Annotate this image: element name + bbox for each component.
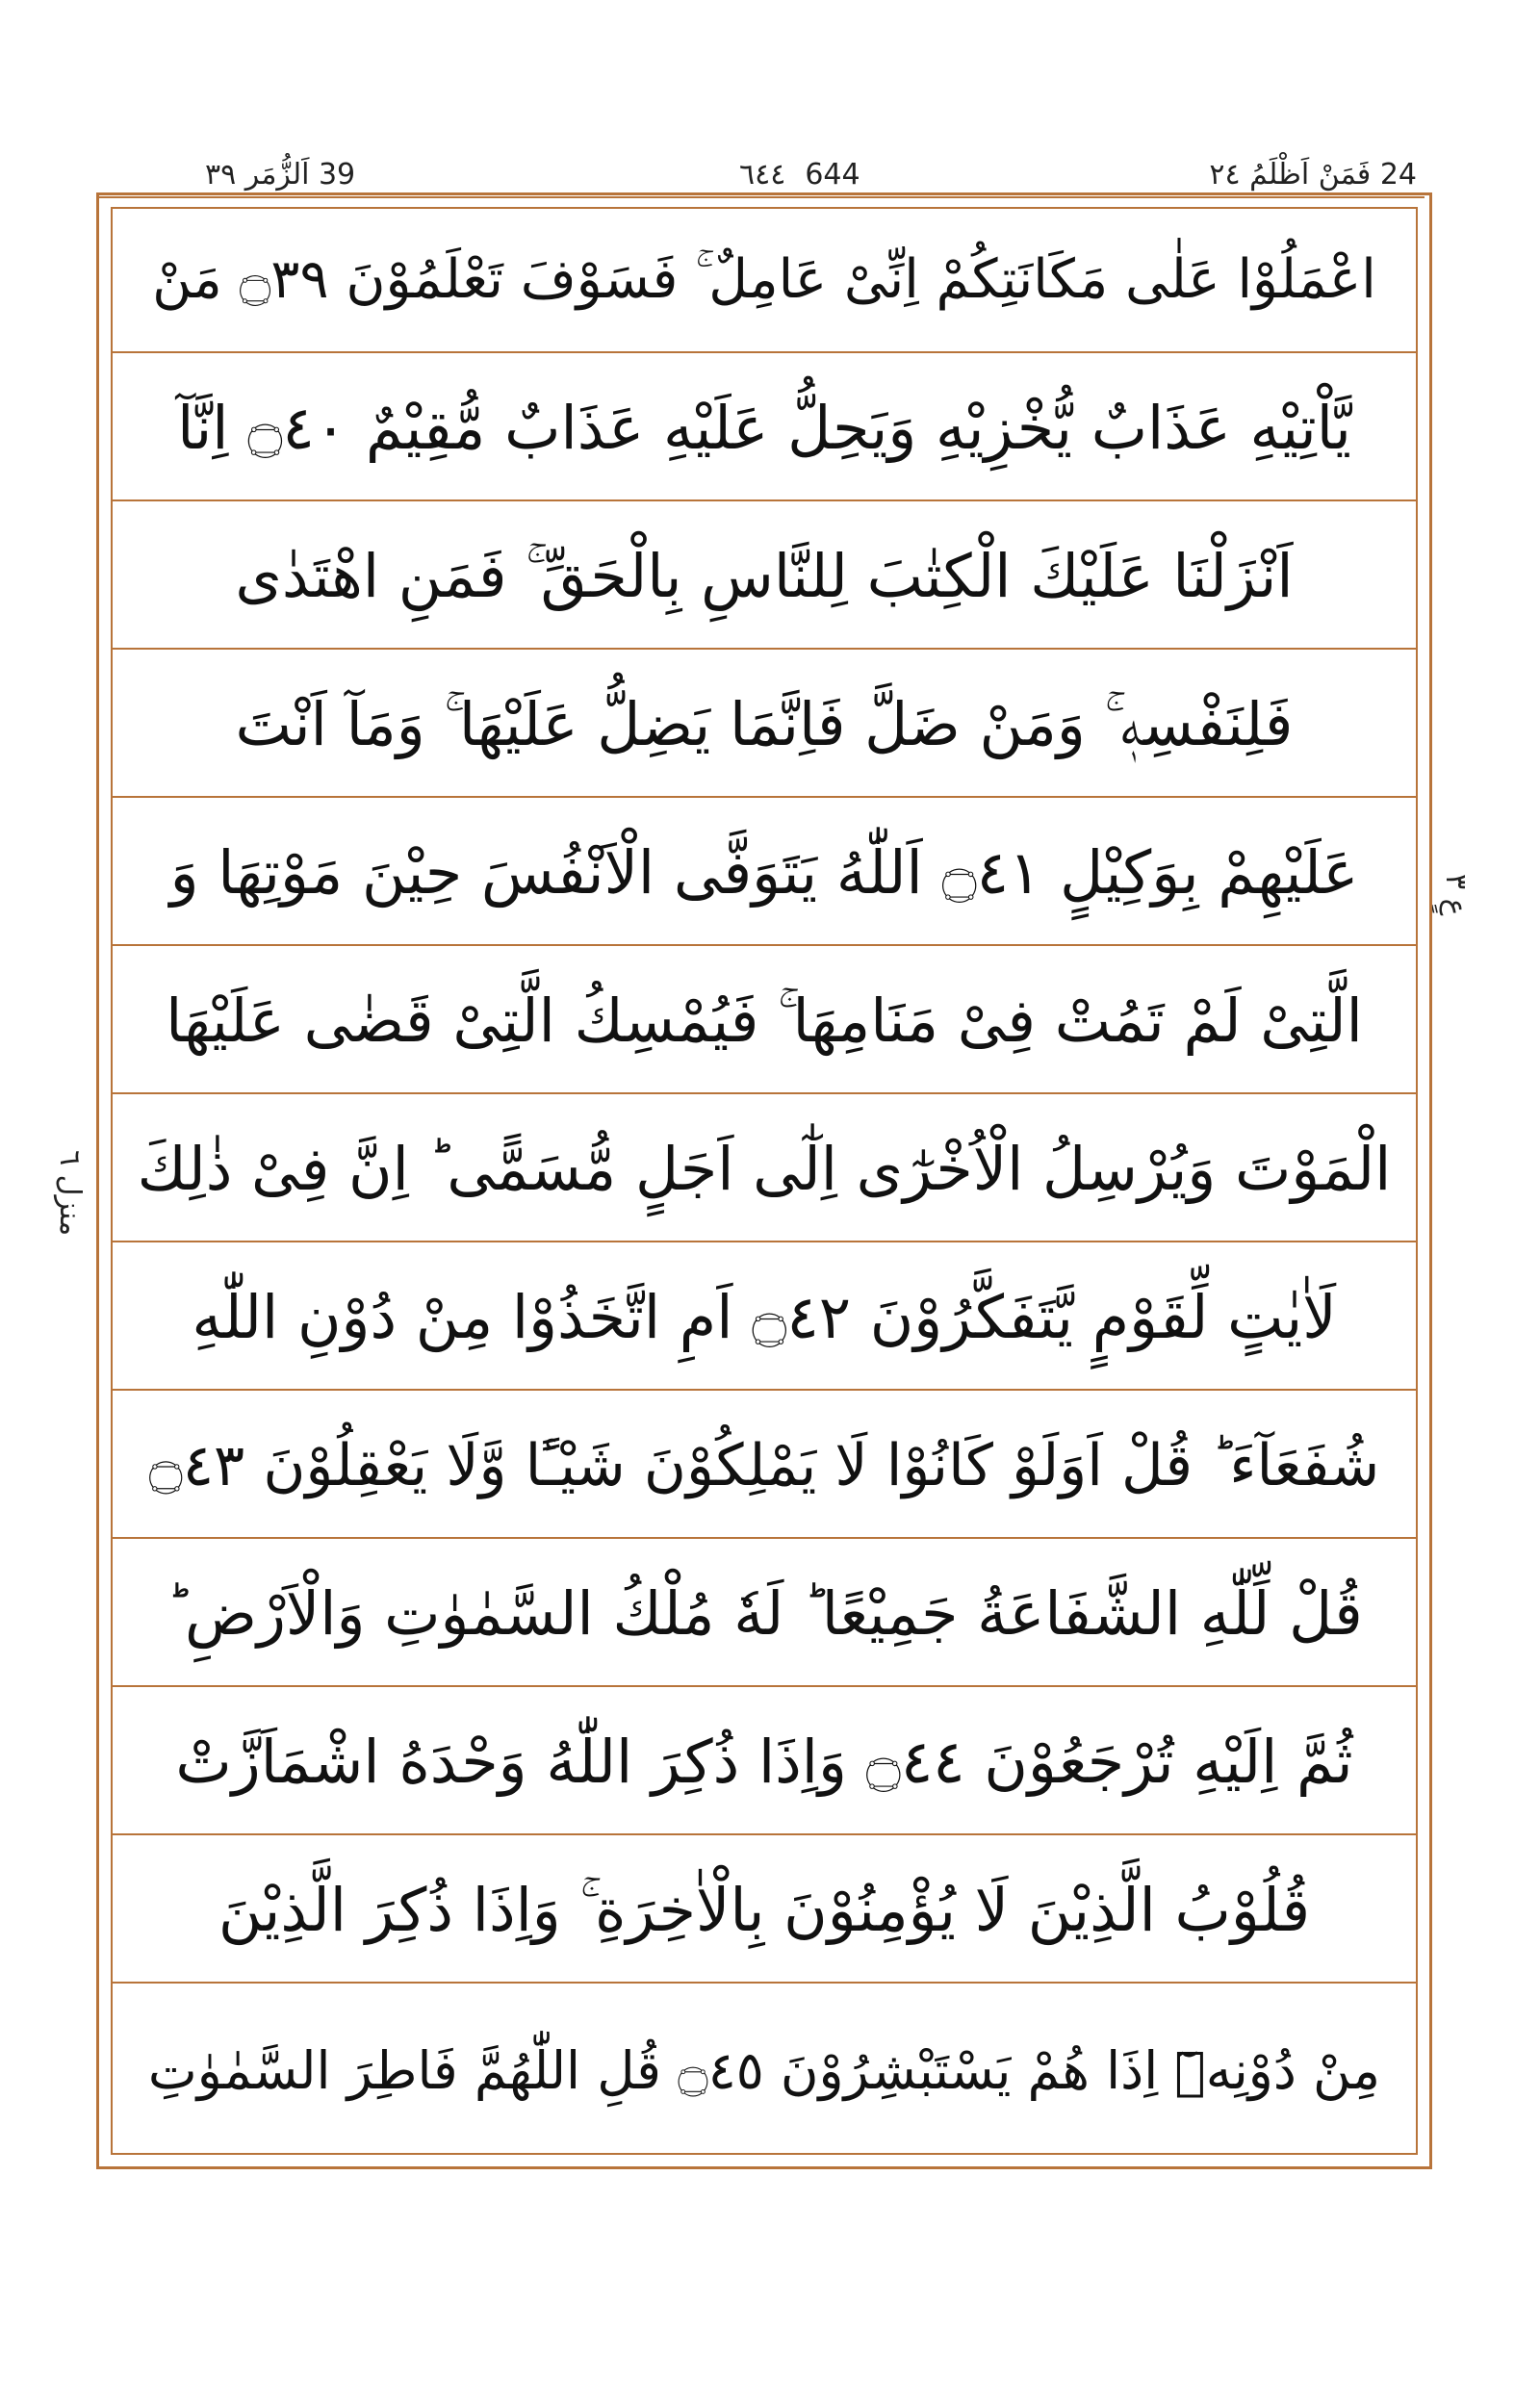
line-text: مِنْ دُوْنِهٖٓ اِذَا هُمْ يَسْتَبْشِرُوْنَ ۝٤٥ قُلِ اللّٰهُمَّ فَاطِرَ السَّمٰوٰتِ (147, 2040, 1381, 2101)
text-line (113, 1543, 1416, 1687)
line-text: فَلِنَفْسِهٖ ۚ وَمَنْ ضَلَّ فَاِنَّمَا يَضِلُّ عَلَيْهَا ۚ وَمَآ اَنْتَ (235, 689, 1294, 759)
text-line (113, 653, 1416, 798)
line-text: الْمَوْتَ وَيُرْسِلُ الْاُخْرٰٓى اِلٰٓى اَجَلٍ مُّسَمًّى ؕ اِنَّ فِىْ ذٰلِكَ (137, 1134, 1392, 1204)
text-line (113, 209, 1416, 353)
line-text: اعْمَلُوْا عَلٰى مَكَانَتِكُمْ اِنِّىْ عَامِلٌ ۚ فَسَوْفَ تَعْلَمُوْنَ ۝٣٩ مَنْ (152, 248, 1376, 311)
text-line (113, 1395, 1416, 1539)
text-line (113, 505, 1416, 650)
line-text: الَّتِىْ لَمْ تَمُتْ فِىْ مَنَامِهَا ۚ فَيُمْسِكُ الَّتِىْ قَضٰى عَلَيْهَا (166, 986, 1363, 1056)
page-number-latin: 644 (795, 158, 869, 192)
line-text: ثُمَّ اِلَيْهِ تُرْجَعُوْنَ ۝٤٤ وَاِذَا ذُكِرَ اللّٰهُ وَحْدَهُ اشْمَاَزَّتْ (175, 1727, 1353, 1797)
line-text: قُلْ لِّلّٰهِ الشَّفَاعَةُ جَمِيْعًا ؕ لَهٗ مُلْكُ السَّمٰوٰتِ وَالْاَرْضِ ؕ (166, 1578, 1363, 1649)
line-text: لَاٰيٰتٍ لِّقَوْمٍ يَّتَفَكَّرُوْنَ ۝٤٢ اَمِ اتَّخَذُوْا مِنْ دُوْنِ اللّٰهِ (192, 1282, 1337, 1352)
line-text: قُلُوْبُ الَّذِيْنَ لَا يُؤْمِنُوْنَ بِالْاٰخِرَةِ ۚ وَاِذَا ذُكِرَ الَّذِيْنَ (218, 1875, 1311, 1945)
text-line (113, 1098, 1416, 1242)
manzil-marker: منزل ٦ (53, 1150, 87, 1237)
text-area (111, 207, 1418, 2155)
text-line (113, 357, 1416, 501)
text-line (113, 1839, 1416, 1984)
surah-title: 39 اَلزُّمَر ٣٩ (197, 158, 363, 192)
text-line (113, 802, 1416, 946)
text-line (113, 1987, 1416, 2155)
text-line (113, 950, 1416, 1094)
line-text: شُفَعَآءَ ؕ قُلْ اَوَلَوْ كَانُوْا لَا يَمْلِكُوْنَ شَيْـًٔا وَّلَا يَعْقِلُوْنَ ۝٤٣ (148, 1432, 1380, 1499)
page-number (722, 158, 878, 192)
line-text: يَّاْتِيْهِ عَذَابٌ يُّخْزِيْهِ وَيَحِلُّ عَلَيْهِ عَذَابٌ مُّقِيْمٌ ۝٤٠ اِنَّآ (177, 393, 1351, 463)
text-line (113, 1691, 1416, 1835)
ruku-marker: عٍ ۳ (1439, 874, 1473, 916)
juz-title: 24 فَمَنْ اَظْلَمُ ٢٤ (1201, 158, 1424, 192)
page-frame (96, 192, 1432, 2169)
line-text: اَنْزَلْنَا عَلَيْكَ الْكِتٰبَ لِلنَّاسِ بِالْحَقِّ ۚ فَمَنِ اهْتَدٰى (235, 541, 1294, 611)
text-line (113, 1246, 1416, 1391)
line-text: عَلَيْهِمْ بِوَكِيْلٍ ۝٤١ اَللّٰهُ يَتَوَفَّى الْاَنْفُسَ حِيْنَ مَوْتِهَا وَ (169, 837, 1359, 908)
page-number-urdu: ٦٤٤ (730, 158, 795, 192)
